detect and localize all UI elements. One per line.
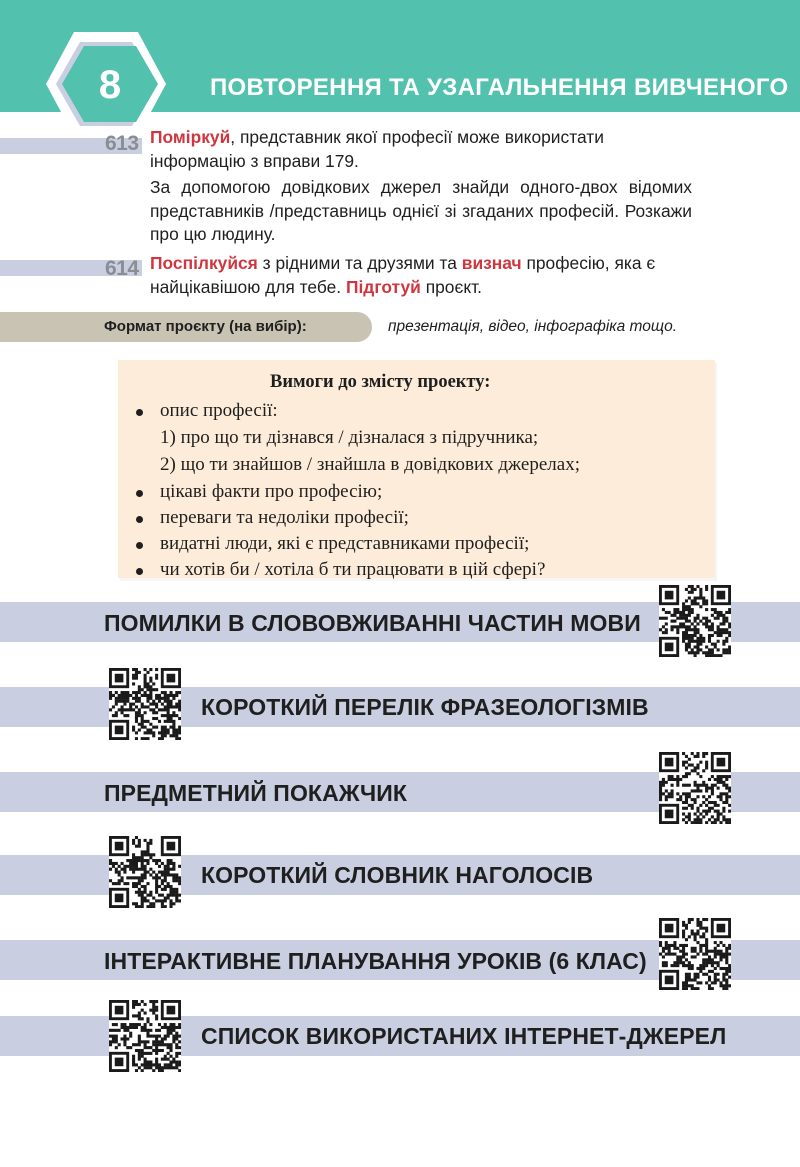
task-number-614: 614 (105, 257, 139, 280)
qr-code-icon[interactable] (659, 918, 731, 990)
qr-code-icon[interactable] (659, 585, 731, 657)
requirement-subitem: 1) про що ти дізнався / дізналася з підручника; (160, 427, 539, 448)
requirement-item: опис професії: (160, 400, 278, 421)
qr-code-icon[interactable] (109, 668, 181, 740)
link-label[interactable]: КОРОТКИЙ СЛОВНИК НАГОЛОСІВ (201, 862, 594, 888)
requirement-item: переваги та недоліки професії; (160, 507, 409, 528)
task-613-question: Поміркуй, представник якої професії може використати інформацію з вправи 179. (150, 127, 604, 171)
task-614-verb-2: визнач (461, 253, 522, 273)
bullet (136, 516, 143, 523)
requirement-item: цікаві факти про професію; (160, 481, 383, 502)
task-number-613: 613 (105, 132, 139, 155)
section-title: ПОВТОРЕННЯ ТА УЗАГАЛЬНЕННЯ ВИВЧЕНОГО (210, 74, 789, 101)
qr-code-icon[interactable] (659, 752, 731, 824)
task-614-text: Поспілкуйся з рідними та друзями та визнач професію, яка є найцікавішою для тебе. Підготуй проєкт. (150, 253, 656, 297)
requirements-title: Вимоги до змісту проекту: (270, 372, 491, 392)
link-label[interactable]: ПОМИЛКИ В СЛОВОВЖИВАННІ ЧАСТИН МОВИ (104, 610, 641, 636)
format-label: Формат проєкту (на вибір): (104, 318, 307, 335)
unit-number-hexagon (40, 28, 168, 140)
qr-code-icon[interactable] (109, 836, 181, 908)
task-614-verb-1: Поспілкуйся (150, 253, 258, 273)
requirement-item: чи хотів би / хотіла б ти працювати в цій сфері? (160, 559, 546, 580)
link-label[interactable]: ПРЕДМЕТНИЙ ПОКАЖЧИК (104, 780, 407, 806)
requirement-subitem: 2) що ти знайшов / знайшла в довідкових джерелах; (160, 454, 580, 475)
bullet (136, 568, 143, 575)
task-614-verb-3: Підготуй (345, 276, 421, 297)
unit-number: 8 (98, 63, 122, 107)
requirement-item: видатні люди, які є представниками професії; (160, 533, 530, 554)
link-label[interactable]: КОРОТКИЙ ПЕРЕЛІК ФРАЗЕОЛОГІЗМІВ (201, 694, 649, 720)
task-613-verb: Поміркуй (150, 127, 231, 147)
bullet (136, 542, 143, 549)
bullet (136, 490, 143, 497)
format-value: презентація, відео, інфографіка тощо. (388, 318, 678, 335)
bullet (136, 409, 143, 416)
qr-code-icon[interactable] (109, 1000, 181, 1072)
link-label[interactable]: СПИСОК ВИКОРИСТАНИХ ІНТЕРНЕТ-ДЖЕРЕЛ (201, 1023, 727, 1049)
link-label[interactable]: ІНТЕРАКТИВНЕ ПЛАНУВАННЯ УРОКІВ (6 КЛАС) (104, 948, 647, 974)
task-613-instruction: За допомогою довідкових джерел знайди одного-двох відомих представників /представниць однієї зі згаданих професій. Розкажи про цю людину. (150, 177, 692, 244)
